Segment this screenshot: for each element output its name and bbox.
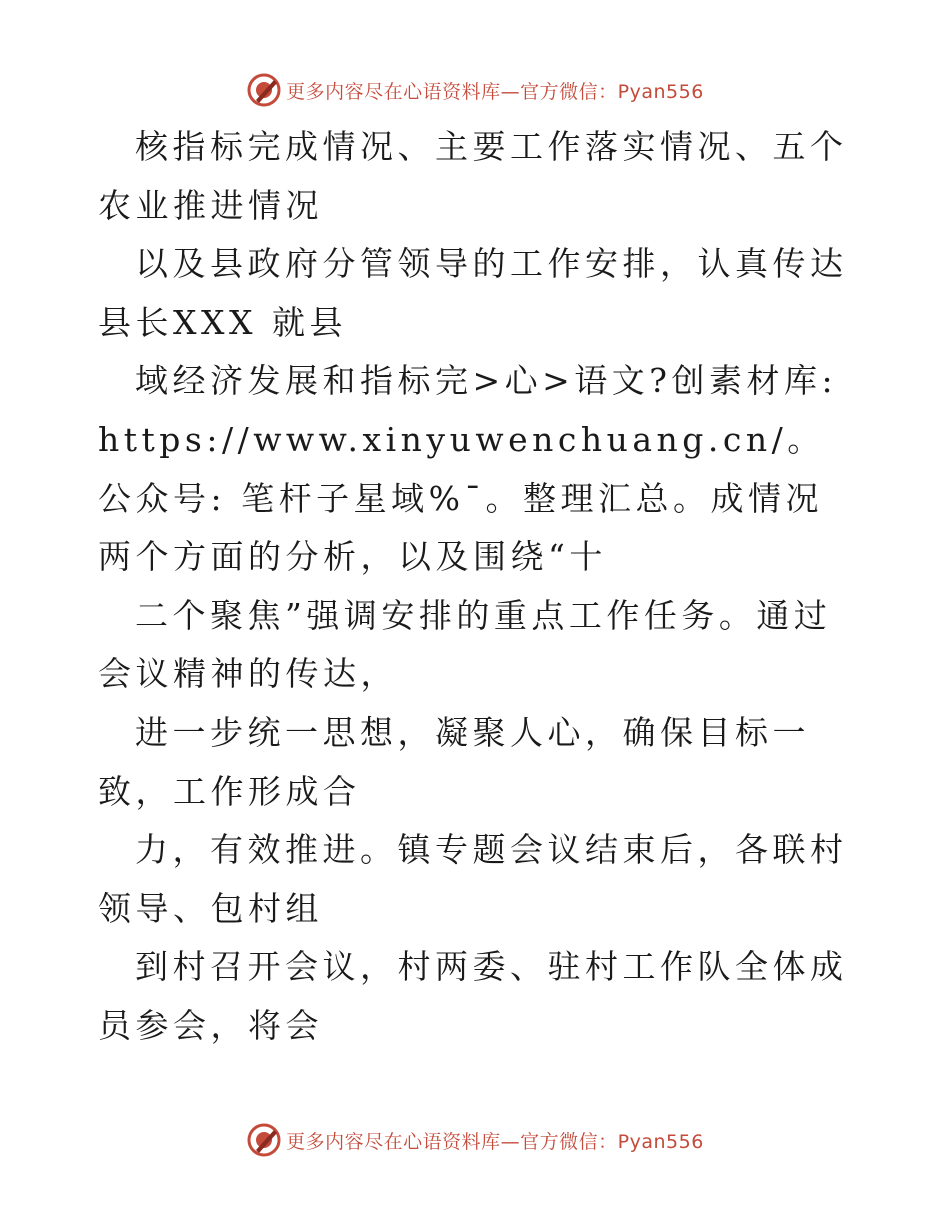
document-body xyxy=(98,118,858,1056)
pen-logo-icon xyxy=(246,1122,282,1158)
paragraph: 到村召开会议，村两委、驻村工作队全体成员参会，将会 xyxy=(98,947,848,1045)
paragraph: 核指标完成情况、主要工作落实情况、五个农业推进情况 xyxy=(98,127,848,225)
paragraph: 域经济发展和指标完>心>语文?创素材库: https://www.xinyuwenchuang.cn/。公众号: 笔杆子星域%¯。整理汇总。成情况两个方面的分析，以及围绕“十 xyxy=(98,361,838,577)
pen-logo-icon xyxy=(246,72,282,108)
watermark-text: 更多内容尽在心语资料库—官方微信：Pyan556 xyxy=(286,80,704,103)
header-watermark xyxy=(0,70,950,110)
paragraph: 二个聚焦”强调安排的重点工作任务。通过会议精神的传达， xyxy=(98,595,832,694)
paragraph: 以及县政府分管领导的工作安排，认真传达县长XXX 就县 xyxy=(98,244,848,342)
paragraph: 进一步统一思想，凝聚人心，确保目标一致，工作形成合 xyxy=(98,712,810,811)
footer-watermark xyxy=(0,1120,950,1160)
paragraph: 力，有效推进。镇专题会议结束后，各联村领导、包村组 xyxy=(98,830,848,928)
watermark-text: 更多内容尽在心语资料库—官方微信：Pyan556 xyxy=(286,1130,704,1153)
